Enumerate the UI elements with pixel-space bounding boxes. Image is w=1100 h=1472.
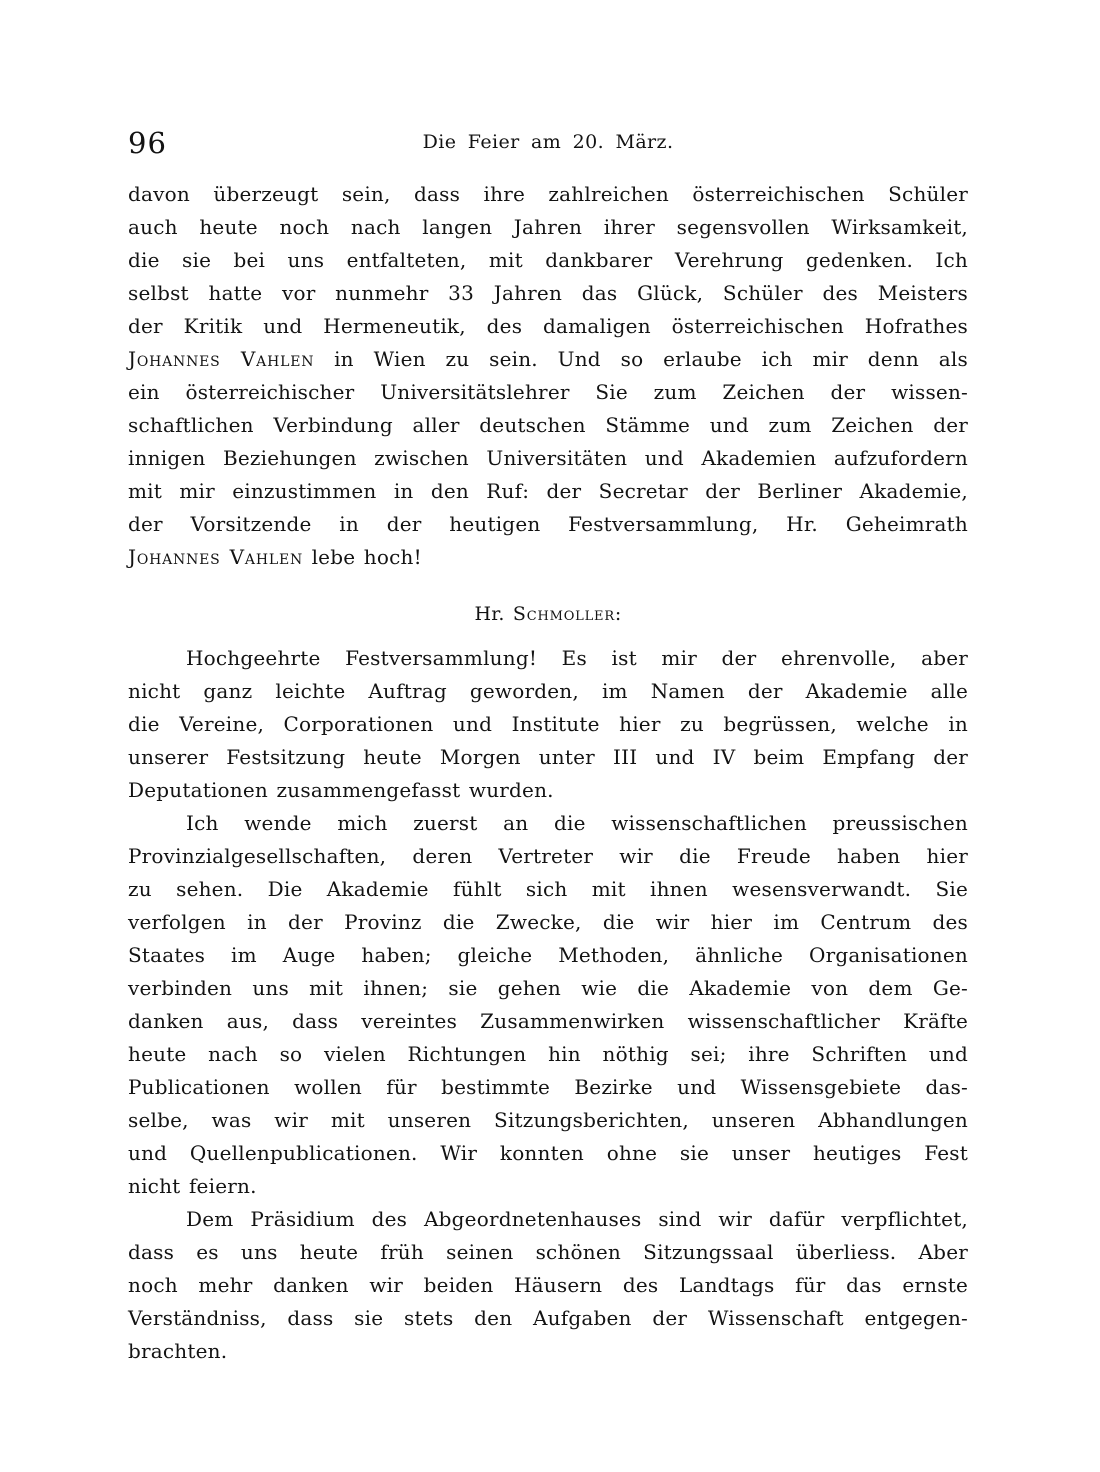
text-segment: verbinden uns mit ihnen; sie gehen wie die Akademie von dem Ge- xyxy=(128,976,968,1000)
text-line xyxy=(128,376,968,409)
paragraph-provinzialgesellschaften xyxy=(128,807,968,1203)
text-line xyxy=(128,442,968,475)
text-line xyxy=(128,906,968,939)
paragraph-continuation xyxy=(128,178,968,574)
text-line xyxy=(128,1005,968,1038)
text-segment: verfolgen in der Provinz die Zwecke, die wir hier im Centrum des xyxy=(128,910,968,934)
text-segment: die Vereine, Corporationen und Institute hier zu begrüssen, welche in xyxy=(128,712,968,736)
text-line xyxy=(128,972,968,1005)
text-line xyxy=(128,774,968,807)
paragraph-landtag xyxy=(128,1203,968,1368)
text-segment: mit mir einzustimmen in den Ruf: der Secretar der Berliner Akademie, xyxy=(128,479,968,503)
text-line xyxy=(128,598,968,631)
text-line xyxy=(128,475,968,508)
text-segment: davon überzeugt sein, dass ihre zahlreichen österreichischen Schüler xyxy=(128,182,968,206)
text-segment: Publicationen wollen für bestimmte Bezirke und Wissensgebiete das- xyxy=(128,1075,968,1099)
text-line xyxy=(128,508,968,541)
text-line xyxy=(128,178,968,211)
text-segment: Provinzialgesellschaften, deren Vertreter wir die Freude haben hier xyxy=(128,844,968,868)
text-segment: die sie bei uns entfalteten, mit dankbarer Verehrung gedenken. Ich xyxy=(128,248,968,272)
text-line xyxy=(128,1104,968,1137)
text-segment: Dem Präsidium des Abgeordnetenhauses sind wir dafür verpflichtet, xyxy=(186,1207,968,1231)
text-segment: unserer Festsitzung heute Morgen unter III und IV beim Empfang der xyxy=(128,745,968,769)
text-segment: schaftlichen Verbindung aller deutschen Stämme und zum Zeichen der xyxy=(128,413,968,437)
text-line xyxy=(128,1071,968,1104)
text-segment: : xyxy=(614,603,622,625)
text-segment: heute nach so vielen Richtungen hin nöthig sei; ihre Schriften und xyxy=(128,1042,968,1066)
smallcaps-name: Johannes Vahlen xyxy=(128,347,315,371)
text-block xyxy=(128,178,968,1368)
running-title: Die Feier am 20. März. xyxy=(422,131,674,153)
text-segment: Hr. xyxy=(474,603,513,625)
text-segment: der Vorsitzende in der heutigen Festversammlung, Hr. Geheimrath xyxy=(128,512,968,536)
smallcaps-name: Schmoller xyxy=(512,603,615,625)
text-line xyxy=(128,409,968,442)
text-segment: dass es uns heute früh seinen schönen Sitzungssaal überliess. Aber xyxy=(128,1240,968,1264)
text-line xyxy=(128,1137,968,1170)
text-segment: der Kritik und Hermeneutik, des damaligen österreichischen Hofrathes xyxy=(128,314,968,338)
running-head xyxy=(128,126,968,160)
text-line xyxy=(128,741,968,774)
text-segment: zu sehen. Die Akademie fühlt sich mit ihnen wesensverwandt. Sie xyxy=(128,877,968,901)
text-segment: Deputationen zusammengefasst wurden. xyxy=(128,778,554,802)
text-line xyxy=(128,244,968,277)
text-segment: lebe hoch! xyxy=(303,545,422,569)
text-line xyxy=(128,873,968,906)
text-line xyxy=(128,1038,968,1071)
text-line xyxy=(128,1236,968,1269)
text-segment: selbst hatte vor nunmehr 33 Jahren das Glück, Schüler des Meisters xyxy=(128,281,968,305)
text-line xyxy=(128,939,968,972)
text-line xyxy=(128,310,968,343)
text-segment: brachten. xyxy=(128,1339,228,1363)
text-line xyxy=(128,1335,968,1368)
text-segment: selbe, was wir mit unseren Sitzungsberichten, unseren Abhandlungen xyxy=(128,1108,968,1132)
text-line xyxy=(128,277,968,310)
text-line xyxy=(128,541,968,574)
text-line xyxy=(128,343,968,376)
text-segment: innigen Beziehungen zwischen Universitäten und Akademien aufzufordern xyxy=(128,446,968,470)
text-segment: Staates im Auge haben; gleiche Methoden, ähnliche Organisationen xyxy=(128,943,968,967)
text-segment: noch mehr danken wir beiden Häusern des Landtags für das ernste xyxy=(128,1273,968,1297)
text-line xyxy=(128,807,968,840)
paragraph-greeting xyxy=(128,642,968,807)
text-line xyxy=(128,1203,968,1236)
text-segment: Ich wende mich zuerst an die wissenschaftlichen preussischen xyxy=(186,811,968,835)
text-segment: Verständniss, dass sie stets den Aufgaben der Wissenschaft entgegen- xyxy=(128,1306,968,1330)
text-segment: in Wien zu sein. Und so erlaube ich mir denn als xyxy=(314,347,968,371)
text-segment: nicht feiern. xyxy=(128,1174,257,1198)
text-segment: auch heute noch nach langen Jahren ihrer segensvollen Wirksamkeit, xyxy=(128,215,968,239)
text-segment: ein österreichischer Universitätslehrer Sie zum Zeichen der wissen- xyxy=(128,380,968,404)
text-line xyxy=(128,1170,968,1203)
page-number: 96 xyxy=(128,126,167,160)
text-segment: Hochgeehrte Festversammlung! Es ist mir der ehrenvolle, aber xyxy=(186,646,968,670)
text-line xyxy=(128,840,968,873)
text-line xyxy=(128,1302,968,1335)
text-segment: danken aus, dass vereintes Zusammenwirken wissenschaftlicher Kräfte xyxy=(128,1009,968,1033)
text-line xyxy=(128,708,968,741)
text-segment: und Quellenpublicationen. Wir konnten ohne sie unser heutiges Fest xyxy=(128,1141,968,1165)
speaker-heading xyxy=(128,598,968,631)
text-line xyxy=(128,675,968,708)
smallcaps-name: Johannes Vahlen xyxy=(128,545,304,569)
text-line xyxy=(128,1269,968,1302)
text-line xyxy=(128,642,968,675)
text-line xyxy=(128,211,968,244)
text-segment: nicht ganz leichte Auftrag geworden, im Namen der Akademie alle xyxy=(128,679,968,703)
